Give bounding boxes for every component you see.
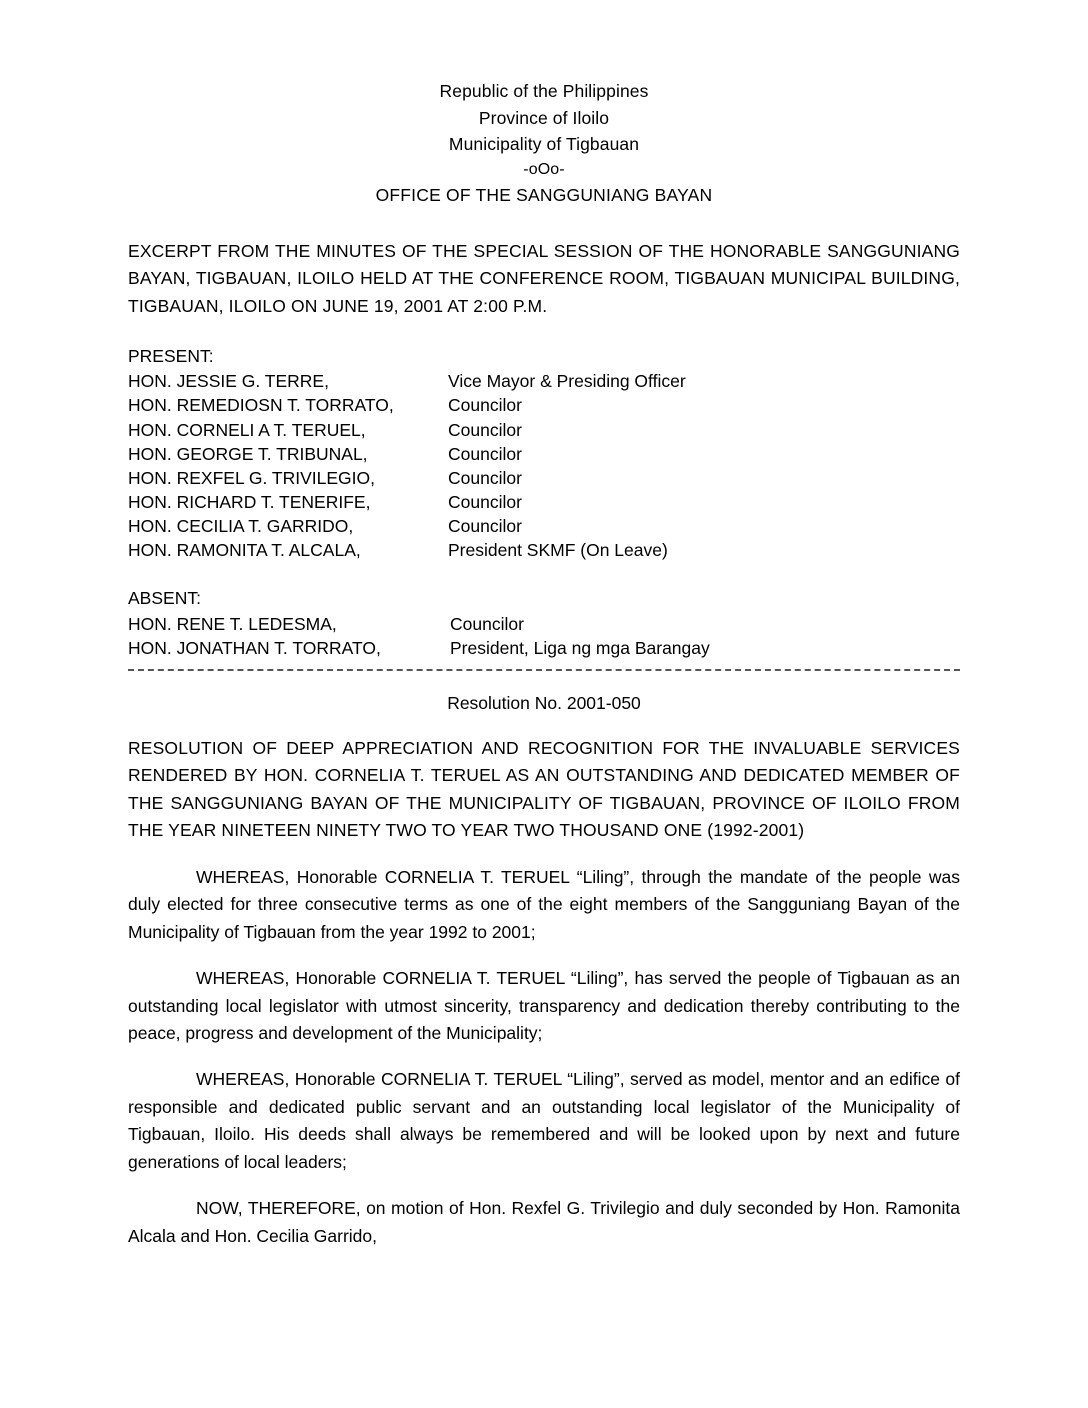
resolution-paragraph: NOW, THEREFORE, on motion of Hon. Rexfel G. Trivilegio and duly seconded by Hon. Ramonita Alcala and Hon. Cecilia Garrido, [128, 1198, 960, 1246]
member-title: Councilor [448, 467, 522, 488]
resolution-number: Resolution No. 2001-050 [447, 692, 641, 713]
resolution-paragraph: WHEREAS, Honorable CORNELIA T. TERUEL “Liling”, through the mandate of the people was duly elected for three consecutive terms as one of the eight members of the Sangguniang Bayan of the Municipality of Tigbauan from the year 1992 to 2001; [128, 866, 960, 942]
member-name: HON. RICHARD T. TENERIFE, [128, 491, 371, 512]
member-name: HON. GEORGE T. TRIBUNAL, [128, 443, 368, 464]
absent-roster [128, 612, 960, 660]
present-roster [128, 369, 960, 562]
resolution-paragraph: WHEREAS, Honorable CORNELIA T. TERUEL “Liling”, has served the people of Tigbauan as an outstanding local legislator with utmost sincerity, transparency and dedication thereby contributing to the peace, progress and development of the Municipality; [128, 968, 960, 1043]
header-province: Province of Iloilo [478, 107, 610, 128]
roster-row [128, 369, 960, 393]
member-title: Councilor [448, 443, 522, 464]
roster-row [128, 538, 960, 562]
member-name: HON. JESSIE G. TERRE, [128, 371, 329, 392]
present-label: PRESENT: [128, 346, 214, 367]
member-title: Councilor [448, 491, 522, 512]
document-header [128, 78, 960, 209]
member-name: HON. REXFEL G. TRIVILEGIO, [128, 467, 375, 488]
member-title: Councilor [450, 613, 524, 634]
dashed-divider [128, 669, 960, 671]
roster-row [128, 612, 960, 636]
roster-row [128, 466, 960, 490]
absent-label: ABSENT: [128, 588, 201, 609]
roster-row [128, 442, 960, 466]
member-title: Vice Mayor & Presiding Officer [448, 371, 686, 392]
roster-row [128, 418, 960, 442]
header-municipality: Municipality of Tigbauan [448, 134, 640, 155]
roster-row [128, 393, 960, 417]
member-title: President, Liga ng mga Barangay [450, 637, 710, 658]
member-name: HON. CECILIA T. GARRIDO, [128, 516, 354, 537]
resolution-paragraph: WHEREAS, Honorable CORNELIA T. TERUEL “Liling”, served as model, mentor and an edifice of responsible and dedicated public servant and an outstanding local legislator of the Municipality of Tigbauan, Iloilo. His deeds shall always be remembered and will be looked upon by next and future generations of local leaders; [128, 1069, 960, 1172]
member-title: President SKMF (On Leave) [448, 540, 668, 561]
member-title: Councilor [448, 516, 522, 537]
member-name: HON. JONATHAN T. TORRATO, [128, 637, 381, 658]
header-republic: Republic of the Philippines [439, 81, 649, 101]
member-name: HON. REMEDIOSN T. TORRATO, [128, 395, 394, 416]
roster-row [128, 636, 960, 660]
header-office: OFFICE OF THE SANGGUNIANG BAYAN [375, 185, 713, 206]
member-title: Councilor [448, 419, 522, 440]
member-name: HON. RAMONITA T. ALCALA, [128, 540, 361, 561]
excerpt-paragraph: EXCERPT FROM THE MINUTES OF THE SPECIAL SESSION OF THE HONORABLE SANGGUNIANG BAYAN, TIGBAUAN, ILOILO HELD AT THE CONFERENCE ROOM, TIGBAUAN MUNICIPAL BUILDING, TIGBAUAN, ILOILO ON JUNE 19, 2001 AT 2:00 P.M. [128, 240, 960, 316]
member-name: HON. CORNELI A T. TERUEL, [128, 419, 366, 440]
header-ornament: -oOo- [523, 160, 565, 178]
roster-row [128, 514, 960, 538]
resolution-title: RESOLUTION OF DEEP APPRECIATION AND RECOGNITION FOR THE INVALUABLE SERVICES RENDERED BY HON. CORNELIA T. TERUEL AS AN OUTSTANDING AND DEDICATED MEMBER OF THE SANGGUNIANG BAYAN OF THE MUNICIPALITY OF TIGBAUAN, PROVINCE OF ILOILO FROM THE YEAR NINETEEN NINETY TWO TO YEAR TWO THOUSAND ONE (1992-2001) [128, 737, 960, 841]
member-name: HON. RENE T. LEDESMA, [128, 613, 337, 634]
member-title: Councilor [448, 395, 522, 416]
roster-row [128, 490, 960, 514]
